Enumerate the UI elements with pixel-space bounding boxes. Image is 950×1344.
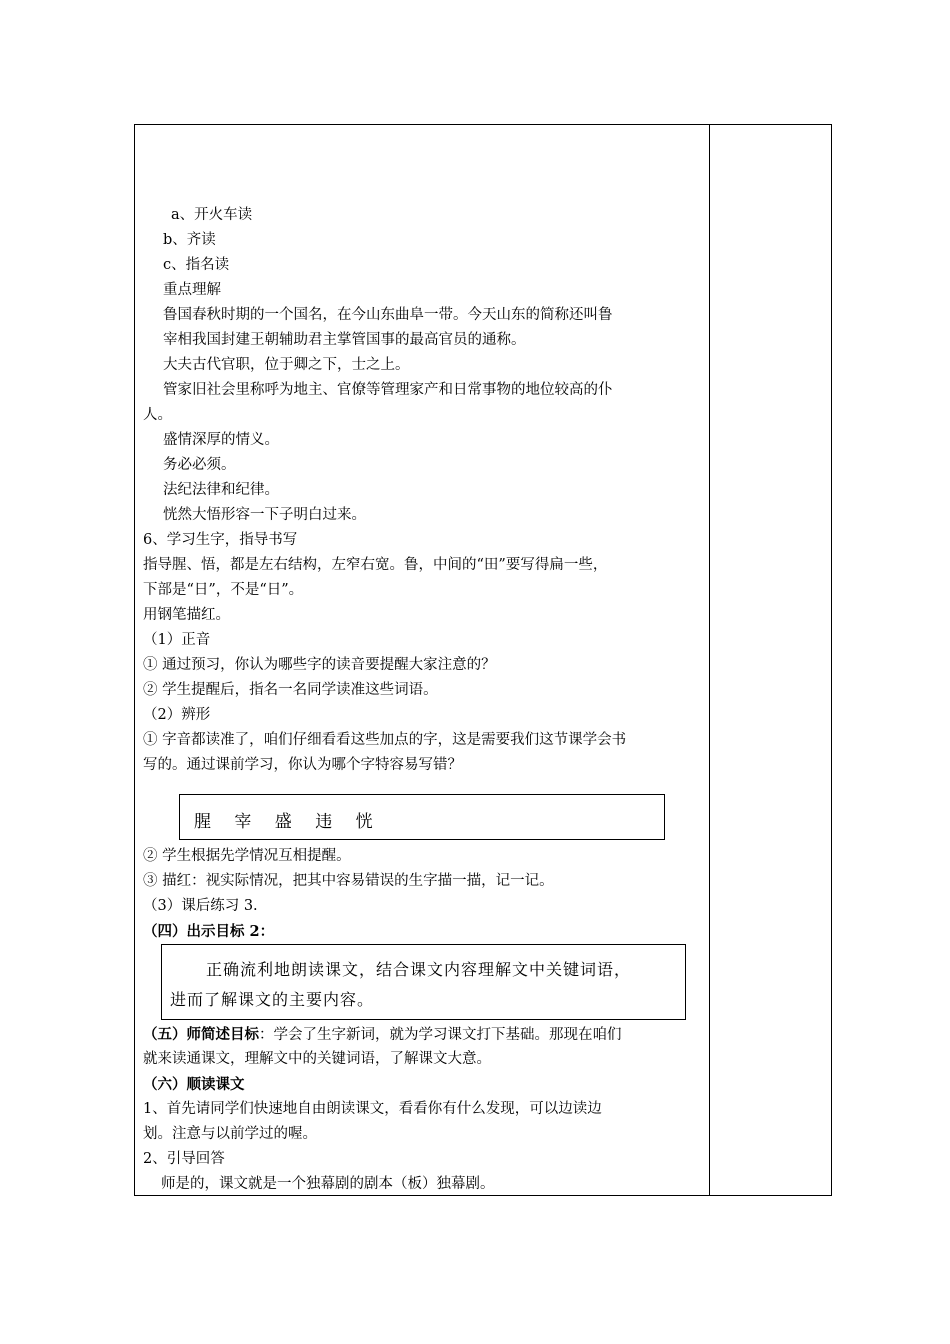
heading-rest: ：学会了生字新词，就为学习课文打下基础。那现在咱们: [259, 1027, 622, 1043]
text-line: 重点理解: [163, 282, 221, 298]
text-line: 6、学习生字，指导书写: [143, 532, 298, 548]
text-line: 就来读通课文，理解文中的关键词语，了解课文大意。: [143, 1051, 491, 1067]
text-line: 2、引导回答: [143, 1151, 225, 1167]
text-line: 管家旧社会里称呼为地主、官僚等管理家产和日常事物的地位较高的仆: [163, 382, 613, 398]
text-line: ① 通过预习，你认为哪些字的读音要提醒大家注意的？: [143, 657, 496, 673]
section-heading: （四）出示目标 2：: [143, 923, 275, 940]
character-box: [179, 794, 665, 840]
lesson-table: [134, 124, 832, 1196]
text-line: 师是的，课文就是一个独幕剧的剧本（板）独幕剧。: [161, 1176, 495, 1192]
section-heading: （六）顺读课文: [143, 1076, 245, 1093]
text-line: b、齐读: [163, 232, 216, 248]
text-line: a、开火车读: [171, 207, 253, 223]
text-line: [143, 1022, 703, 1047]
text-line: 划。注意与以前学过的喔。: [143, 1126, 317, 1142]
section-heading: （五）师简述目标: [143, 1026, 259, 1043]
text-line: 恍然大悟形容一下子明白过来。: [163, 507, 366, 523]
text-line: ③ 描红：视实际情况，把其中容易错误的生字描一描，记一记。: [143, 873, 554, 889]
goal-text: 进而了解课文的主要内容。: [170, 990, 375, 1009]
column-divider: [709, 125, 710, 1195]
text-line: 大夫古代官职，位于卿之下，士之上。: [163, 357, 410, 373]
text-line: （3）课后练习 3.: [143, 898, 258, 914]
text-line: 指导腥、悟，都是左右结构，左窄右宽。鲁，中间的“田”要写得扁一些，: [143, 557, 608, 573]
goal-text: 正确流利地朗读课文，结合课文内容理解文中关键词语，: [206, 960, 632, 979]
text-line: 人。: [143, 407, 172, 423]
text-line: c、指名读: [163, 257, 230, 273]
text-line: （2）辨形: [143, 707, 211, 723]
goal-box: [161, 944, 686, 1020]
text-line: 下部是“日”，不是“日”。: [143, 582, 304, 598]
text-line: 务必必须。: [163, 457, 236, 473]
text-line: 鲁国春秋时期的一个国名，在今山东曲阜一带。今天山东的简称还叫鲁: [163, 307, 613, 323]
lesson-content: [143, 203, 703, 1197]
text-line: （1）正音: [143, 632, 211, 648]
text-line: 宰相我国封建王朝辅助君主掌管国事的最高官员的通称。: [163, 332, 526, 348]
text-line: ② 学生根据先学情况互相提醒。: [143, 848, 351, 864]
text-line: 1、首先请同学们快速地自由朗读课文，看看你有什么发现，可以边读边: [143, 1101, 602, 1117]
text-line: ② 学生提醒后，指名一名同学读准这些词语。: [143, 682, 438, 698]
text-line: ① 字音都读准了，咱们仔细看看这些加点的字，这是需要我们这节课学会书: [143, 732, 627, 748]
text-line: 法纪法律和纪律。: [163, 482, 279, 498]
character-list: 腥 宰 盛 违 恍: [194, 812, 382, 832]
text-line: 用钢笔描红。: [143, 607, 230, 623]
text-line: 写的。通过课前学习，你认为哪个字特容易写错？: [143, 757, 462, 773]
text-line: 盛情深厚的情义。: [163, 432, 279, 448]
